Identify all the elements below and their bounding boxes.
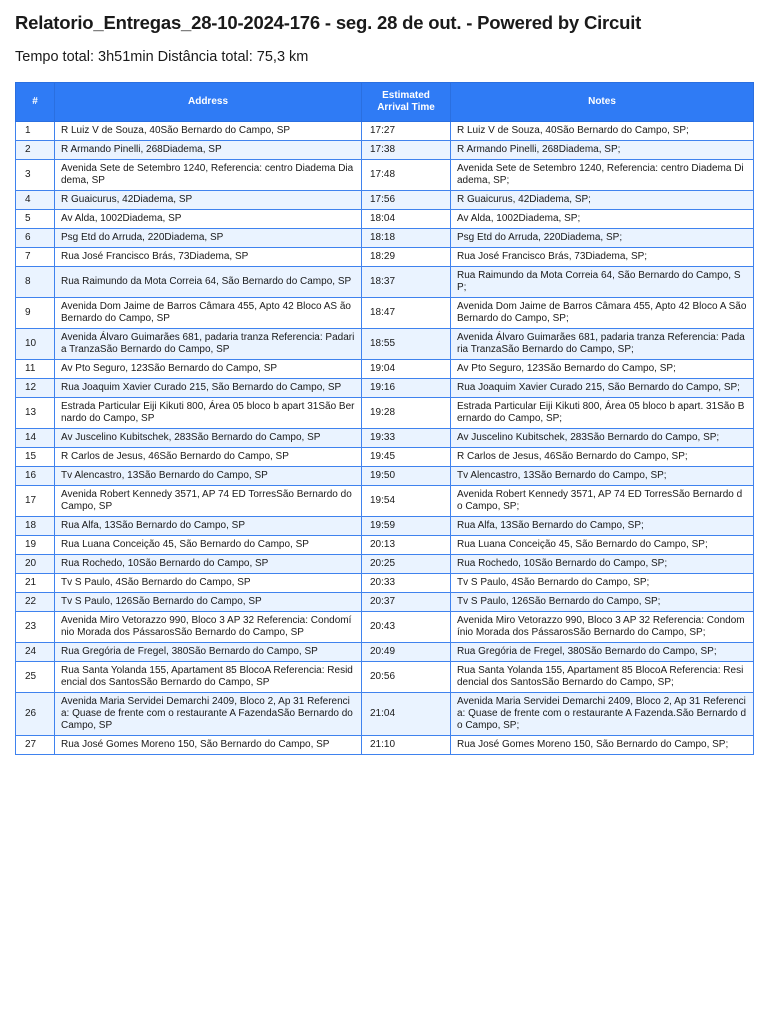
row-notes: Rua Rochedo, 10São Bernardo do Campo, SP;: [451, 555, 754, 574]
row-eta: 19:04: [362, 360, 451, 379]
row-eta: 17:38: [362, 141, 451, 160]
row-number: 7: [16, 248, 55, 267]
row-eta: 19:28: [362, 398, 451, 429]
table-row: [16, 643, 754, 662]
row-notes: Rua Joaquim Xavier Curado 215, São Bernardo do Campo, SP;: [451, 379, 754, 398]
column-header-address: Address: [55, 83, 362, 122]
row-eta: 21:10: [362, 736, 451, 755]
row-address: R Guaicurus, 42Diadema, SP: [55, 191, 362, 210]
row-notes: Psg Etd do Arruda, 220Diadema, SP;: [451, 229, 754, 248]
row-number: 9: [16, 298, 55, 329]
row-number: 16: [16, 467, 55, 486]
row-notes: Rua Santa Yolanda 155, Apartament 85 BlocoA Referencia: Residencial dos SantosSão Bernardo do Campo, SP;: [451, 662, 754, 693]
row-eta: 19:16: [362, 379, 451, 398]
table-header-row: [16, 83, 754, 122]
row-number: 8: [16, 267, 55, 298]
table-row: [16, 267, 754, 298]
row-notes: Avenida Dom Jaime de Barros Câmara 455, Apto 42 Bloco A São Bernardo do Campo, SP;: [451, 298, 754, 329]
row-address: Av Alda, 1002Diadema, SP: [55, 210, 362, 229]
row-number: 2: [16, 141, 55, 160]
table-row: [16, 612, 754, 643]
row-address: Avenida Maria Servidei Demarchi 2409, Bloco 2, Ap 31 Referencia: Quase de frente com o restaurante A FazendaSão Bernardo do Campo, SP: [55, 693, 362, 736]
row-address: Rua Joaquim Xavier Curado 215, São Bernardo do Campo, SP: [55, 379, 362, 398]
route-summary: Tempo total: 3h51min Distância total: 75,3 km: [15, 49, 309, 65]
row-number: 1: [16, 122, 55, 141]
row-eta: 19:50: [362, 467, 451, 486]
row-notes: R Carlos de Jesus, 46São Bernardo do Campo, SP;: [451, 448, 754, 467]
row-number: 6: [16, 229, 55, 248]
row-address: Estrada Particular Eiji Kikuti 800, Área 05 bloco b apart 31São Bernardo do Campo, SP: [55, 398, 362, 429]
row-number: 20: [16, 555, 55, 574]
row-eta: 20:13: [362, 536, 451, 555]
row-address: Psg Etd do Arruda, 220Diadema, SP: [55, 229, 362, 248]
row-eta: 20:49: [362, 643, 451, 662]
column-header-number: #: [16, 83, 55, 122]
table-row: [16, 160, 754, 191]
table-row: [16, 536, 754, 555]
row-address: Rua Luana Conceição 45, São Bernardo do Campo, SP: [55, 536, 362, 555]
row-notes: Avenida Miro Vetorazzo 990, Bloco 3 AP 32 Referencia: Condomínio Morada dos PássarosSão Bernardo do Campo, SP;: [451, 612, 754, 643]
row-eta: 18:18: [362, 229, 451, 248]
table-row: [16, 248, 754, 267]
row-address: Rua José Gomes Moreno 150, São Bernardo do Campo, SP: [55, 736, 362, 755]
row-number: 19: [16, 536, 55, 555]
row-notes: Tv Alencastro, 13São Bernardo do Campo, SP;: [451, 467, 754, 486]
table-row: [16, 429, 754, 448]
row-eta: 18:55: [362, 329, 451, 360]
row-eta: 18:37: [362, 267, 451, 298]
row-notes: Tv S Paulo, 4São Bernardo do Campo, SP;: [451, 574, 754, 593]
row-eta: 19:54: [362, 486, 451, 517]
row-address: R Armando Pinelli, 268Diadema, SP: [55, 141, 362, 160]
row-notes: Rua José Gomes Moreno 150, São Bernardo do Campo, SP;: [451, 736, 754, 755]
row-number: 22: [16, 593, 55, 612]
row-eta: 18:47: [362, 298, 451, 329]
row-eta: 18:29: [362, 248, 451, 267]
table-row: [16, 448, 754, 467]
row-notes: Av Alda, 1002Diadema, SP;: [451, 210, 754, 229]
row-number: 21: [16, 574, 55, 593]
table-row: [16, 360, 754, 379]
table-row: [16, 210, 754, 229]
row-notes: R Armando Pinelli, 268Diadema, SP;: [451, 141, 754, 160]
row-eta: 20:25: [362, 555, 451, 574]
row-number: 18: [16, 517, 55, 536]
row-address: Rua José Francisco Brás, 73Diadema, SP: [55, 248, 362, 267]
row-address: R Carlos de Jesus, 46São Bernardo do Campo, SP: [55, 448, 362, 467]
row-number: 3: [16, 160, 55, 191]
table-row: [16, 379, 754, 398]
row-number: 12: [16, 379, 55, 398]
row-number: 5: [16, 210, 55, 229]
row-notes: Avenida Sete de Setembro 1240, Referencia: centro Diadema Diadema, SP;: [451, 160, 754, 191]
row-address: Tv S Paulo, 4São Bernardo do Campo, SP: [55, 574, 362, 593]
row-notes: Av Juscelino Kubitschek, 283São Bernardo do Campo, SP;: [451, 429, 754, 448]
table-row: [16, 693, 754, 736]
row-eta: 18:04: [362, 210, 451, 229]
row-address: Avenida Sete de Setembro 1240, Referencia: centro Diadema Diadema, SP: [55, 160, 362, 191]
column-header-eta: Estimated Arrival Time: [362, 83, 451, 122]
table-row: [16, 486, 754, 517]
row-number: 17: [16, 486, 55, 517]
row-address: Rua Alfa, 13São Bernardo do Campo, SP: [55, 517, 362, 536]
row-address: Rua Santa Yolanda 155, Apartament 85 BlocoA Referencia: Residencial dos SantosSão Bernardo do Campo, SP: [55, 662, 362, 693]
row-address: Avenida Álvaro Guimarães 681, padaria tranza Referencia: Padaria TranzaSão Bernardo do Campo, SP: [55, 329, 362, 360]
table-row: [16, 398, 754, 429]
row-notes: Estrada Particular Eiji Kikuti 800, Área 05 bloco b apart. 31São Bernardo do Campo, SP;: [451, 398, 754, 429]
row-eta: 19:33: [362, 429, 451, 448]
table-row: [16, 122, 754, 141]
row-notes: Avenida Álvaro Guimarães 681, padaria tranza Referencia: Padaria TranzaSão Bernardo do Campo, SP;: [451, 329, 754, 360]
table-row: [16, 574, 754, 593]
table-row: [16, 298, 754, 329]
row-notes: Avenida Robert Kennedy 3571, AP 74 ED TorresSão Bernardo do Campo, SP;: [451, 486, 754, 517]
table-row: [16, 555, 754, 574]
row-notes: Av Pto Seguro, 123São Bernardo do Campo, SP;: [451, 360, 754, 379]
row-address: Av Juscelino Kubitschek, 283São Bernardo do Campo, SP: [55, 429, 362, 448]
row-eta: 20:33: [362, 574, 451, 593]
table-row: [16, 229, 754, 248]
row-eta: 19:59: [362, 517, 451, 536]
row-eta: 17:27: [362, 122, 451, 141]
row-number: 26: [16, 693, 55, 736]
row-eta: 20:56: [362, 662, 451, 693]
row-eta: 20:37: [362, 593, 451, 612]
table-row: [16, 517, 754, 536]
table-row: [16, 593, 754, 612]
row-address: R Luiz V de Souza, 40São Bernardo do Campo, SP: [55, 122, 362, 141]
row-notes: Avenida Maria Servidei Demarchi 2409, Bloco 2, Ap 31 Referencia: Quase de frente com o restaurante A Fazenda.São Bernardo do Campo, SP;: [451, 693, 754, 736]
row-address: Tv Alencastro, 13São Bernardo do Campo, SP: [55, 467, 362, 486]
table-row: [16, 467, 754, 486]
table-row: [16, 736, 754, 755]
row-notes: Rua Luana Conceição 45, São Bernardo do Campo, SP;: [451, 536, 754, 555]
row-eta: 17:48: [362, 160, 451, 191]
row-number: 4: [16, 191, 55, 210]
row-notes: Rua José Francisco Brás, 73Diadema, SP;: [451, 248, 754, 267]
column-header-notes: Notes: [451, 83, 754, 122]
row-number: 11: [16, 360, 55, 379]
table-row: [16, 329, 754, 360]
row-number: 23: [16, 612, 55, 643]
row-address: Rua Gregória de Fregel, 380São Bernardo do Campo, SP: [55, 643, 362, 662]
table-row: [16, 191, 754, 210]
row-number: 27: [16, 736, 55, 755]
row-address: Tv S Paulo, 126São Bernardo do Campo, SP: [55, 593, 362, 612]
row-eta: 19:45: [362, 448, 451, 467]
row-number: 13: [16, 398, 55, 429]
row-notes: Tv S Paulo, 126São Bernardo do Campo, SP;: [451, 593, 754, 612]
row-address: Avenida Robert Kennedy 3571, AP 74 ED TorresSão Bernardo do Campo, SP: [55, 486, 362, 517]
row-eta: 21:04: [362, 693, 451, 736]
row-notes: R Luiz V de Souza, 40São Bernardo do Campo, SP;: [451, 122, 754, 141]
row-address: Rua Raimundo da Mota Correia 64, São Bernardo do Campo, SP: [55, 267, 362, 298]
row-number: 10: [16, 329, 55, 360]
row-eta: 20:43: [362, 612, 451, 643]
table-row: [16, 141, 754, 160]
row-number: 14: [16, 429, 55, 448]
deliveries-table: [15, 82, 754, 755]
row-address: Avenida Miro Vetorazzo 990, Bloco 3 AP 32 Referencia: Condomínio Morada dos PássarosSão Bernardo do Campo, SP: [55, 612, 362, 643]
report-title: Relatorio_Entregas_28-10-2024-176 - seg. 28 de out. - Powered by Circuit: [15, 12, 642, 33]
row-address: Av Pto Seguro, 123São Bernardo do Campo, SP: [55, 360, 362, 379]
table-row: [16, 662, 754, 693]
row-number: 25: [16, 662, 55, 693]
row-notes: Rua Raimundo da Mota Correia 64, São Bernardo do Campo, SP;: [451, 267, 754, 298]
row-notes: R Guaicurus, 42Diadema, SP;: [451, 191, 754, 210]
row-address: Avenida Dom Jaime de Barros Câmara 455, Apto 42 Bloco AS ão Bernardo do Campo, SP: [55, 298, 362, 329]
row-address: Rua Rochedo, 10São Bernardo do Campo, SP: [55, 555, 362, 574]
row-notes: Rua Gregória de Fregel, 380São Bernardo do Campo, SP;: [451, 643, 754, 662]
row-notes: Rua Alfa, 13São Bernardo do Campo, SP;: [451, 517, 754, 536]
row-eta: 17:56: [362, 191, 451, 210]
row-number: 24: [16, 643, 55, 662]
row-number: 15: [16, 448, 55, 467]
